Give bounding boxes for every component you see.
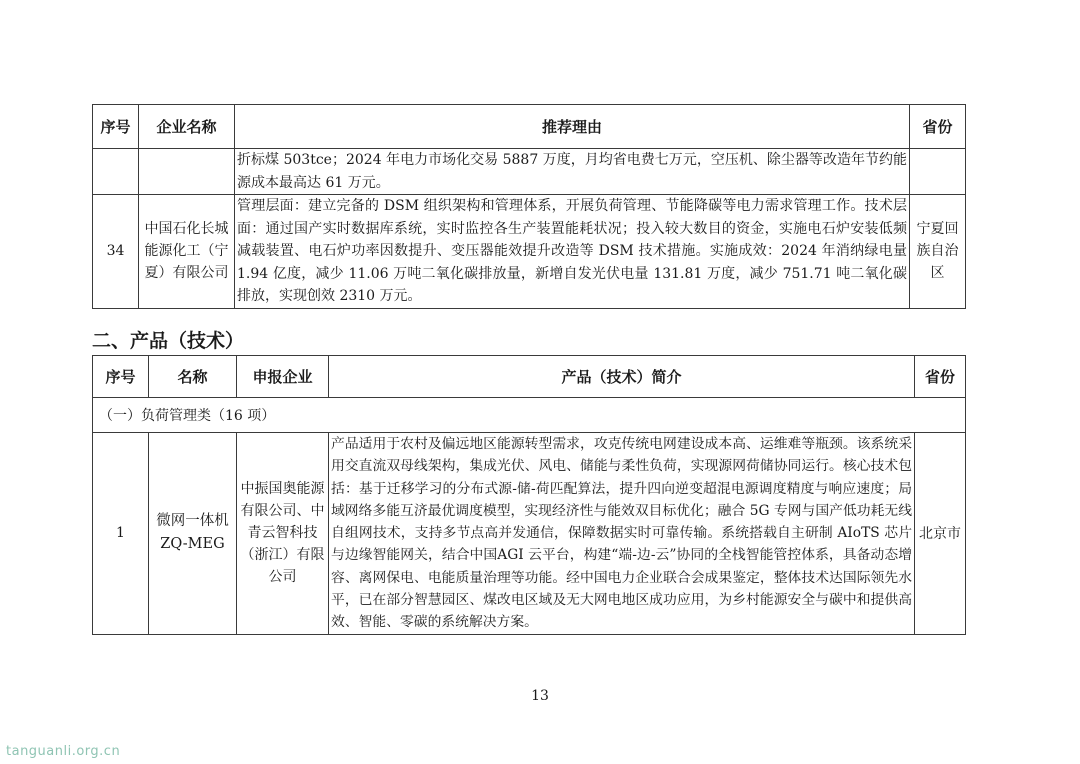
header-reason: 推荐理由: [235, 105, 910, 149]
table-row: [93, 195, 966, 309]
product-name-cell: 微网一体机 ZQ-MEG: [149, 433, 237, 635]
header-intro: 产品（技术）简介: [329, 356, 915, 398]
watermark: tanguanli.org.cn: [6, 744, 121, 759]
company-cell: [139, 149, 235, 195]
index-cell: 34: [93, 195, 139, 309]
header-province: 省份: [910, 105, 966, 149]
province-cell: 宁夏回族自治区: [910, 195, 966, 309]
header-province: 省份: [915, 356, 966, 398]
header-company: 企业名称: [139, 105, 235, 149]
table-row: [93, 433, 966, 635]
index-cell: 1: [93, 433, 149, 635]
applicant-cell: 中振国奥能源有限公司、中青云智科技（浙江）有限公司: [237, 433, 329, 635]
index-cell: [93, 149, 139, 195]
product-table: [92, 355, 966, 635]
reason-cell: 管理层面：建立完备的 DSM 组织架构和管理体系，开展负荷管理、节能降碳等电力需求管理工作。技术层面：通过国产实时数据库系统，实时监控各生产装置能耗状况；投入较大数目的资金，实施电石炉安装低频减载装置、电石炉功率因数提升、变压器能效提升改造等 DSM 技术措施。实施成效：2024 年消纳绿电量 1.94 亿度，减少 11.06 万吨二氧化碳排放量，新增自发光伏电量 131.81 万度，减少 751.71 吨二氧化碳排放，实现创效 2310 万元。: [235, 195, 910, 309]
reason-cell: 折标煤 503tce；2024 年电力市场化交易 5887 万度，月均省电费七万元，空压机、除尘器等改造年节约能源成本最高达 61 万元。: [235, 149, 910, 195]
header-name: 名称: [149, 356, 237, 398]
header-applicant: 申报企业: [237, 356, 329, 398]
category-label: （一）负荷管理类（16 项）: [93, 398, 966, 433]
header-index: 序号: [93, 105, 139, 149]
table-row: [93, 149, 966, 195]
table-header-row: [93, 105, 966, 149]
province-cell: 北京市: [915, 433, 966, 635]
recommendation-table: [92, 104, 966, 309]
section-title: 二、产品（技术）: [92, 330, 245, 352]
page-number: 13: [531, 688, 549, 704]
category-row: [93, 398, 966, 433]
header-index: 序号: [93, 356, 149, 398]
province-cell: [910, 149, 966, 195]
table-header-row: [93, 356, 966, 398]
company-cell: 中国石化长城能源化工（宁夏）有限公司: [139, 195, 235, 309]
intro-cell: 产品适用于农村及偏远地区能源转型需求，攻克传统电网建设成本高、运维难等瓶颈。该系统采用交直流双母线架构，集成光伏、风电、储能与柔性负荷，实现源网荷储协同运行。核心技术包括：基于迁移学习的分布式源-储-荷匹配算法，提升四向逆变超混电源调度精度与响应速度；局域网络多能互济最优调度模型，实现经济性与能效双目标优化；融合 5G 专网与国产低功耗无线自组网技术，支持多节点高并发通信，保障数据实时可靠传输。系统搭载自主研制 AIoTS 芯片与边缘智能网关，结合中国AGI 云平台，构建“端-边-云”协同的全栈智能管控体系，具备动态增容、离网保电、电能质量治理等功能。经中国电力企业联合会成果鉴定，整体技术达国际领先水平，已在部分智慧园区、煤改电区域及无大网电地区成功应用，为乡村能源安全与碳中和提供高效、智能、零碳的系统解决方案。: [329, 433, 915, 635]
